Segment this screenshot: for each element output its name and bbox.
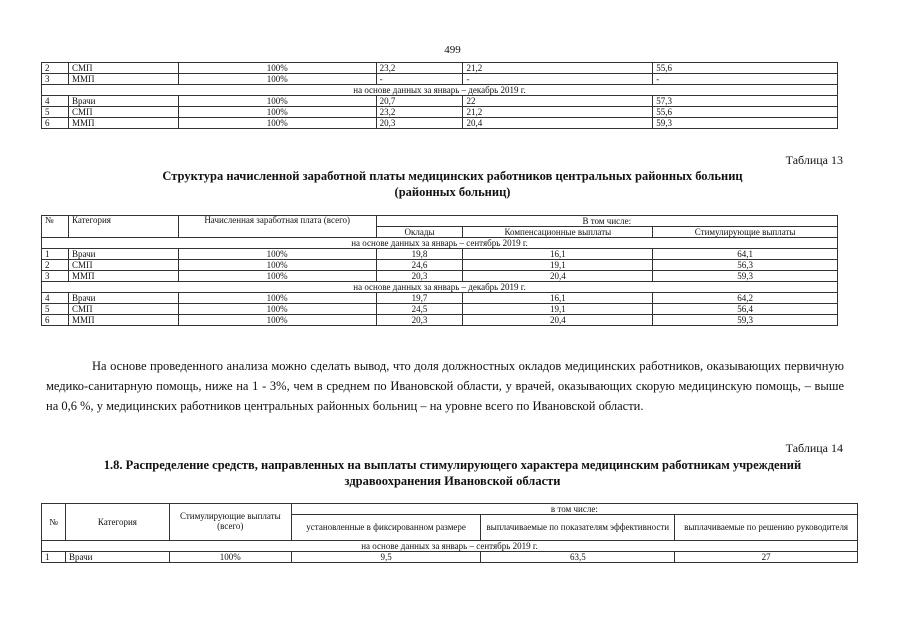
cell-value: 59,3 xyxy=(653,118,838,129)
cell-value: 57,3 xyxy=(653,96,838,107)
section-row xyxy=(42,85,838,96)
table13-title-line1: Структура начисленной заработной платы медицинских работников центральных районных больниц xyxy=(162,169,743,183)
cell-value: 19,1 xyxy=(463,260,653,271)
cell-num: 3 xyxy=(42,74,69,85)
cell-value: 20,4 xyxy=(463,315,653,326)
table-row xyxy=(42,63,838,74)
cell-value: 23,2 xyxy=(376,63,463,74)
cell-value: 19,8 xyxy=(376,249,463,260)
table-continued xyxy=(41,62,838,129)
table-row xyxy=(42,260,838,271)
header-row xyxy=(42,504,858,515)
cell-value: 59,3 xyxy=(653,315,838,326)
cell-total: 100% xyxy=(178,107,376,118)
section-row xyxy=(42,282,838,293)
cell-total: 100% xyxy=(178,63,376,74)
cell-value: 16,1 xyxy=(463,293,653,304)
table-row xyxy=(42,118,838,129)
table-row xyxy=(42,552,858,563)
table14-body xyxy=(42,541,858,563)
table14-title xyxy=(40,457,865,490)
cell-num: 6 xyxy=(42,118,69,129)
cell-value: - xyxy=(463,74,653,85)
cell-value: 20,3 xyxy=(376,118,463,129)
cell-category: СМП xyxy=(68,304,178,315)
col-header-num: № xyxy=(42,504,66,541)
table14-label: Таблица 14 xyxy=(785,441,843,455)
cell-value: 19,1 xyxy=(463,304,653,315)
cell-total: 100% xyxy=(178,271,376,282)
cell-value: 27 xyxy=(675,552,858,563)
table13-title xyxy=(40,168,865,201)
cell-category: СМП xyxy=(68,63,178,74)
table-row xyxy=(42,107,838,118)
cell-num: 1 xyxy=(42,249,69,260)
cell-value: 21,2 xyxy=(463,63,653,74)
table13 xyxy=(41,215,838,326)
cell-total: 100% xyxy=(178,249,376,260)
page-number: 499 xyxy=(444,44,461,56)
section-label: на основе данных за январь – декабрь 2019 г. xyxy=(42,282,838,293)
cell-value: 59,3 xyxy=(653,271,838,282)
table-continued-body xyxy=(42,63,838,129)
cell-value: 23,2 xyxy=(376,107,463,118)
cell-total: 100% xyxy=(178,315,376,326)
table-row xyxy=(42,271,838,282)
cell-value: 55,6 xyxy=(653,63,838,74)
cell-value: 21,2 xyxy=(463,107,653,118)
col-header-salary: Оклады xyxy=(376,227,463,238)
cell-value: 24,5 xyxy=(376,304,463,315)
table13-body xyxy=(42,238,838,326)
col-header-including: в том числе: xyxy=(291,504,857,515)
cell-value: 64,1 xyxy=(653,249,838,260)
table-row xyxy=(42,249,838,260)
cell-value: 22 xyxy=(463,96,653,107)
cell-num: 5 xyxy=(42,304,69,315)
cell-value: 56,3 xyxy=(653,260,838,271)
section-label: на основе данных за январь – декабрь 2019 г. xyxy=(42,85,838,96)
col-header-including: В том числе: xyxy=(376,216,837,227)
col-header-incentive: Стимулирующие выплаты xyxy=(653,227,838,238)
table14 xyxy=(41,503,858,563)
cell-value: - xyxy=(376,74,463,85)
cell-num: 5 xyxy=(42,107,69,118)
cell-value: 55,6 xyxy=(653,107,838,118)
section-label: на основе данных за январь – сентябрь 2019 г. xyxy=(42,238,838,249)
cell-value: 63,5 xyxy=(481,552,675,563)
cell-num: 2 xyxy=(42,260,69,271)
cell-total: 100% xyxy=(178,74,376,85)
table13-title-line2: (районных больниц) xyxy=(394,185,511,200)
col-header-category: Категория xyxy=(68,216,178,238)
table13-header xyxy=(42,216,838,238)
cell-category: ММП xyxy=(68,118,178,129)
cell-value: 20,4 xyxy=(463,118,653,129)
cell-value: 20,7 xyxy=(376,96,463,107)
col-header-fixed: установленные в фиксированном размере xyxy=(291,515,481,541)
header-row xyxy=(42,216,838,227)
cell-value: - xyxy=(653,74,838,85)
cell-num: 2 xyxy=(42,63,69,74)
cell-category: ММП xyxy=(68,74,178,85)
cell-num: 6 xyxy=(42,315,69,326)
cell-total: 100% xyxy=(178,96,376,107)
cell-num: 3 xyxy=(42,271,69,282)
cell-category: Врачи xyxy=(65,552,169,563)
col-header-category: Категория xyxy=(65,504,169,541)
cell-num: 4 xyxy=(42,96,69,107)
cell-value: 24,6 xyxy=(376,260,463,271)
cell-num: 1 xyxy=(42,552,66,563)
cell-value: 56,4 xyxy=(653,304,838,315)
col-header-performance: выплачиваемые по показателям эффективности xyxy=(481,515,675,541)
table14-header xyxy=(42,504,858,541)
table14-title-line2: здравоохранения Ивановской области xyxy=(344,474,561,489)
cell-category: ММП xyxy=(68,315,178,326)
col-header-num: № xyxy=(42,216,69,238)
col-header-total: Начисленная заработная плата (всего) xyxy=(178,216,376,238)
cell-value: 16,1 xyxy=(463,249,653,260)
cell-value: 19,7 xyxy=(376,293,463,304)
cell-value: 20,4 xyxy=(463,271,653,282)
cell-value: 20,3 xyxy=(376,315,463,326)
cell-value: 9,5 xyxy=(291,552,481,563)
table-row xyxy=(42,96,838,107)
section-row xyxy=(42,541,858,552)
cell-value: 64,2 xyxy=(653,293,838,304)
col-header-compensation: Компенсационные выплаты xyxy=(463,227,653,238)
table-row xyxy=(42,293,838,304)
cell-category: СМП xyxy=(68,260,178,271)
cell-category: Врачи xyxy=(68,293,178,304)
table-row xyxy=(42,74,838,85)
cell-category: СМП xyxy=(68,107,178,118)
table-row xyxy=(42,315,838,326)
cell-total: 100% xyxy=(178,118,376,129)
cell-num: 4 xyxy=(42,293,69,304)
cell-total: 100% xyxy=(178,293,376,304)
cell-category: ММП xyxy=(68,271,178,282)
table14-title-line1: 1.8. Распределение средств, направленных на выплаты стимулирующего характера медицинским работникам учреждений xyxy=(103,458,802,472)
cell-total: 100% xyxy=(178,304,376,315)
col-header-manager: выплачиваемые по решению руководителя xyxy=(675,515,858,541)
cell-category: Врачи xyxy=(68,96,178,107)
section-label: на основе данных за январь – сентябрь 2019 г. xyxy=(42,541,858,552)
cell-total: 100% xyxy=(178,260,376,271)
col-header-total: Стимулирующие выплаты (всего) xyxy=(169,504,291,541)
cell-total: 100% xyxy=(169,552,291,563)
table-row xyxy=(42,304,838,315)
conclusion-paragraph: На основе проведенного анализа можно сделать вывод, что доля должностных окладов медицинских работников, оказывающих первичную медико-санитарную помощь, ниже на 1 - 3%, чем в среднем по Ивановской области, у врачей, оказывающих скорую медицинскую помощь, – выше на 0,6 %, у медицинских работников центральных районных больниц – на уровне всего по Ивановской области. xyxy=(46,359,844,413)
cell-category: Врачи xyxy=(68,249,178,260)
section-row xyxy=(42,238,838,249)
cell-value: 20,3 xyxy=(376,271,463,282)
table13-label: Таблица 13 xyxy=(785,153,843,167)
